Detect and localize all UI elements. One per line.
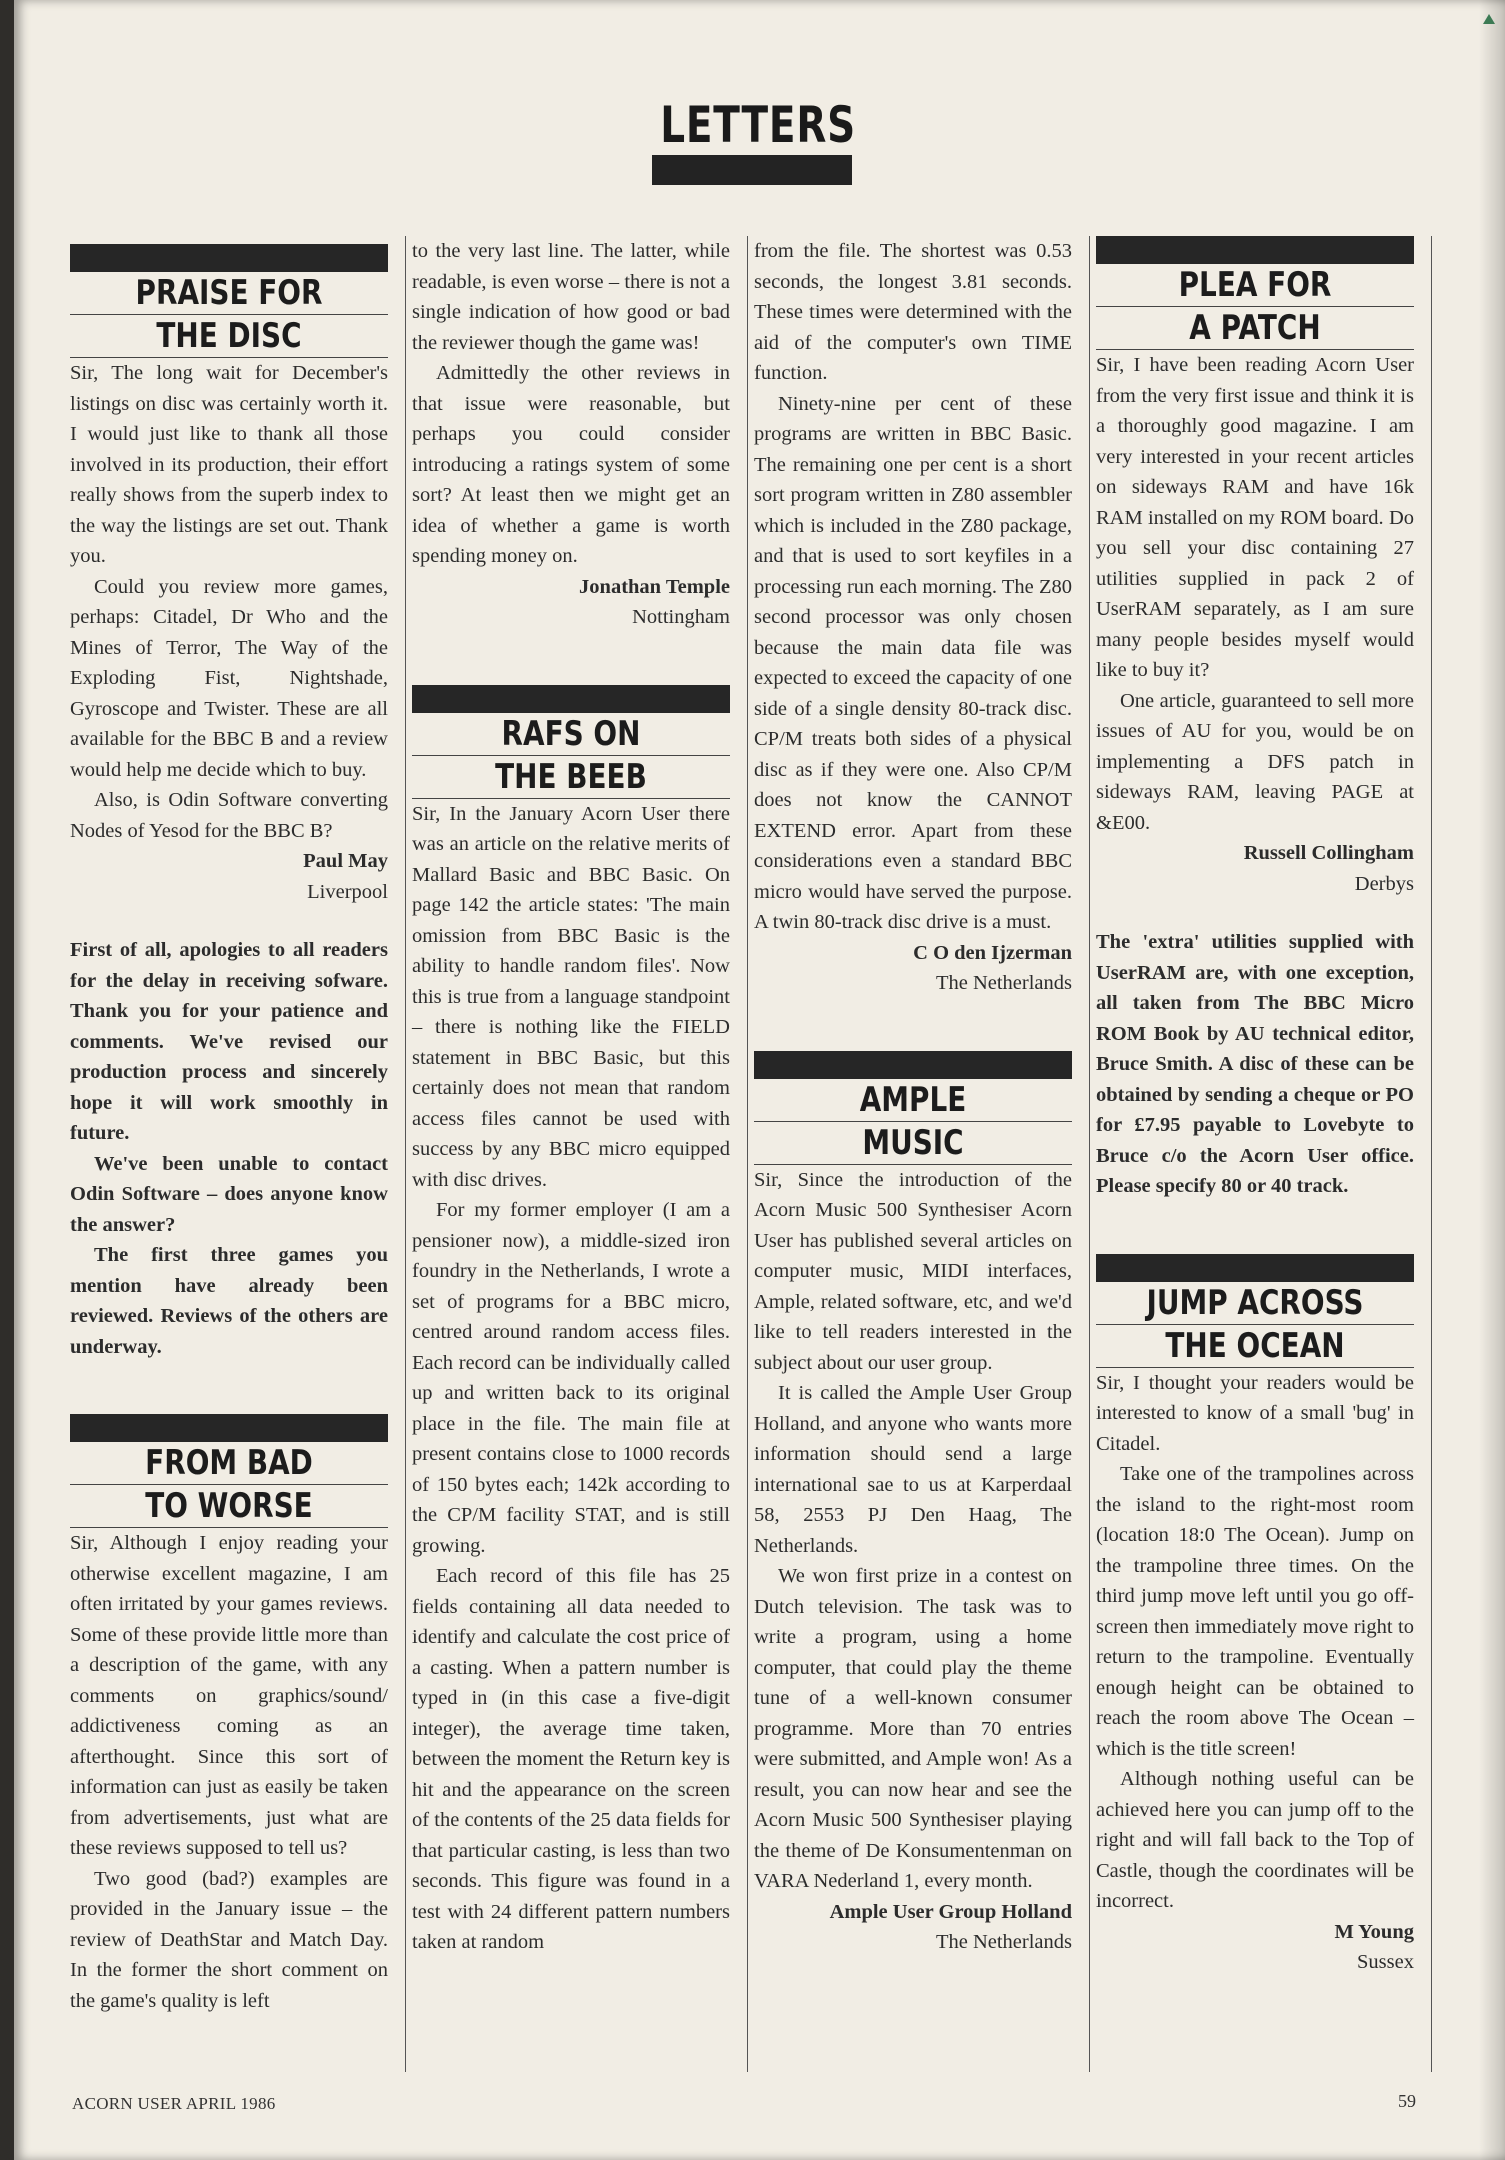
corner-marker-icon [1483,14,1495,24]
letter-paragraph: Sir, Since the introduction of the Acorn Music 500 Synthesiser Acorn User has published several articles on computer music, MIDI interfaces, Ample, related software, etc, and we'd like to tell readers interested in the subject about our user group. [754,1168,1072,1374]
headline-line: PLEA FOR [1178,265,1332,305]
page-title: LETTERS [660,96,857,154]
column-divider [747,236,748,2072]
letter-ample-music [754,1051,1072,1958]
letter-paragraph: Admittedly the other reviews in that issue were reasonable, but perhaps you could consider introducing a ratings system of some sort? At least then we might get an idea of whether a game is worth spending money on. [412,362,730,567]
letter-from-bad-to-worse-continued [412,236,730,633]
editor-reply [70,935,388,1362]
editor-reply [1096,927,1414,1202]
letter-location: Derbys [1354,872,1414,895]
headline-line: RAFS ON [501,713,641,754]
headline-line: THE DISC [156,316,302,356]
letter-paragraph: Sir, In the January Acorn User there was an article on the relative merits of Mallard Basic and BBC Basic. On page 142 the article states: 'The main omission from BBC Basic is the ability to handle random files'. Now this is true from a language standpoint – there is nothing like the FIELD statement in BBC Basic, but this certainly does not mean that random access files cannot be used with success by any BBC micro equipped with disc drives. [412,802,730,1191]
letter-signature: Ample User Group Holland [829,1900,1072,1923]
headline-bar [412,685,730,713]
letter-signature: M Young [1334,1920,1414,1943]
letter-rafs-on-the-beeb-continued [754,236,1072,999]
letter-paragraph: Although nothing useful can be achieved here you can jump off to the right and will fall back to the Top of Castle, though the coordinates will be incorrect. [1096,1768,1414,1912]
reply-paragraph: We've been unable to contact Odin Software – does anyone know the answer? [70,1152,388,1236]
headline-bar [70,244,388,272]
headline-line: PRAISE FOR [135,273,323,313]
letter-signature: C O den Ijzerman [913,941,1072,964]
letter-paragraph: We won first prize in a contest on Dutch television. The task was to write a program, using a home computer, that could play the theme tune of a well-known consumer programme. More than 70 entries were submitted, and Ample won! As a result, you can now hear and see the Acorn Music 500 Synthesiser playing the theme of De Konsumentenman on VARA Nederland 1, every month. [754,1565,1072,1892]
reply-paragraph: First of all, apologies to all readers for the delay in receiving sofware. Thank you for your patience and comments. We've revised our production process and sincerely hope it will work smoothly in future. [70,939,388,1144]
letter-paragraph: Also, is Odin Software converting Nodes of Yesod for the BBC B? [70,789,388,842]
column-4 [1096,236,1414,1978]
title-underline-bar [652,155,852,185]
headline-bar [1096,236,1414,264]
column-divider [405,236,406,2072]
letter-paragraph: One article, guaranteed to sell more issues of AU for you, would be on implementing a DFS patch in sideways RAM, leaving PAGE at &E00. [1096,689,1414,834]
letter-location: The Netherlands [935,972,1072,994]
column-3 [754,236,1072,1958]
footer-magazine-issue: ACORN USER APRIL 1986 [72,2094,276,2113]
letter-signature: Russell Collingham [1243,842,1414,864]
letter-location: Sussex [1357,1951,1414,1973]
headline-line: MUSIC [862,1122,964,1163]
headline-line: A PATCH [1189,308,1321,348]
headline-line: THE OCEAN [1165,1325,1345,1366]
column-divider [1431,236,1432,2072]
letter-paragraph: Sir, The long wait for December's listings on disc was certainly worth it. I would just like to thank all those involved in its production, their effort really shows from the superb index to the way the listings are set out. Thank you. [70,362,388,567]
magazine-page [14,0,1505,2160]
letter-jump-across-the-ocean [1096,1254,1414,1978]
headline-line: FROM BAD [145,1443,313,1483]
letter-praise-for-the-disc [70,244,388,907]
letter-signature: Paul May [303,850,388,872]
column-divider [1089,236,1090,2072]
letter-paragraph: from the file. The shortest was 0.53 seconds, the longest 3.81 seconds. These times were determined with the aid of the computer's own TIME function. [754,240,1072,384]
headline-bar [70,1414,388,1442]
letter-paragraph: For my former employer (I am a pensioner now), a middle-sized iron foundry in the Netherlands, I wrote a set of programs for a BBC micro, centred around random access files. Each record can be individually called up and written back to its original place in the file. The main file at present contains close to 1000 records of 150 bytes each; 142k according to the CP/M facility STAT, and is still growing. [412,1199,730,1557]
letter-rafs-on-the-beeb [412,685,730,1958]
letter-paragraph: to the very last line. The latter, while readable, is even worse – there is not a single indication of how good or bad the reviewer though the game was! [412,240,730,354]
letter-paragraph: Two good (bad?) examples are provided in the January issue – the review of DeathStar and Match Day. In the former the short comment on the game's quality is left [70,1867,388,2012]
letter-paragraph: Sir, I thought your readers would be interested to know of a small 'bug' in Citadel. [1096,1371,1414,1455]
letter-paragraph: Could you review more games, perhaps: Citadel, Dr Who and the Mines of Terror, The Way of the Exploding Fist, Nightshade, Gyroscope and Twister. These are all available for the BBC B and a review would help me decide which to buy. [70,575,388,781]
letter-location: The Netherlands [935,1931,1072,1953]
letter-location: Nottingham [632,606,730,628]
column-2 [412,236,730,1958]
column-1 [70,236,388,2016]
letter-paragraph: It is called the Ample User Group Holland, and anyone who wants more information should send a large international sae to us at Karperdaal 58, 2553 PJ Den Haag, The Netherlands. [754,1382,1072,1557]
headline-line: AMPLE [859,1079,967,1120]
letter-location: Liverpool [307,880,388,903]
letter-plea-for-a-patch [1096,236,1414,899]
letter-paragraph: Sir, Although I enjoy reading your otherwise excellent magazine, I am often irritated by your games reviews. Some of these provide little more than a description of the game, with any comments on graphics/sound/ addictiveness coming as an afterthought. Since this sort of information can just as easily be taken from advertisements, just what are these reviews supposed to tell us? [70,1532,388,1859]
page-edge-shadow [1479,0,1505,2160]
headline-bar [754,1051,1072,1079]
letter-paragraph: Take one of the trampolines across the island to the right-most room (location 18:0 The Ocean). Jump on the trampoline three times. On the third jump move left until you go off-screen then immediately move right to return to the trampoline. Eventually enough height can be obtained to reach the room above The Ocean – which is the title screen! [1096,1463,1414,1760]
letter-paragraph: Each record of this file has 25 fields containing all data needed to identify and calculate the cost price of a casting. When a pattern number is typed in (in this case a five-digit integer), the average time taken, between the moment the Return key is hit and the appearance on the screen of the contents of the 25 data fields for that particular casting, is less than two seconds. This figure was found in a test with 24 different pattern numbers taken at random [412,1565,730,1953]
headline-line: TO WORSE [145,1486,313,1526]
letter-paragraph: Ninety-nine per cent of these programs are written in BBC Basic. The remaining one per cent is a short sort program written in Z80 assembler which is included in the Z80 package, and that is used to sort keyfiles in a processing run each morning. The Z80 second processor was only chosen because the main data file was expected to exceed the capacity of one side of a single density 80-track disc. CP/M treats both sides of a physical disc as if they were one. Also CP/M does not know the CANNOT EXTEND error. Apart from these considerations even a standard BBC micro would have served the purpose. A twin 80-track disc drive is a must. [754,392,1072,933]
reply-paragraph: The 'extra' utilities supplied with UserRAM are, with one exception, all taken from The BBC Micro ROM Book by AU technical editor, Bruce Smith. A disc of these can be obtained by sending a cheque or PO for £7.95 payable to Lovebyte to Bruce c/o the Acorn User office. Please specify 80 or 40 track. [1096,931,1414,1197]
letter-from-bad-to-worse [70,1414,388,2016]
reply-paragraph: The first three games you mention have already been reviewed. Reviews of the others are underway. [70,1244,388,1358]
headline-line: JUMP ACROSS [1146,1282,1364,1323]
letter-paragraph: Sir, I have been reading Acorn User from the very first issue and think it is a thoroughly good magazine. I am very interested in your recent articles on sideways RAM and have 16k RAM installed on my ROM board. Do you sell your disc containing 27 utilities supplied in pack 2 of UserRAM separately, as I am sure many people besides myself would like to buy it? [1096,354,1414,681]
headline-bar [1096,1254,1414,1282]
footer-page-number: 59 [1398,2091,1416,2111]
letter-signature: Jonathan Temple [579,575,730,598]
headline-line: THE BEEB [495,756,647,797]
